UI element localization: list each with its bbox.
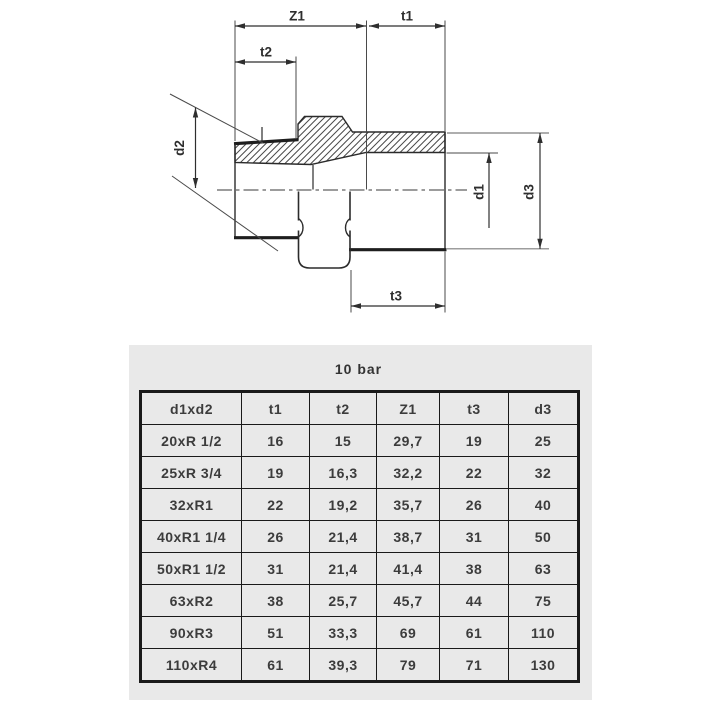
column-header-t1: t1: [242, 392, 310, 425]
table-cell: 110: [509, 617, 579, 649]
dim-t2: [235, 59, 296, 64]
dim-d1: [486, 153, 491, 228]
table-cell: 75: [509, 585, 579, 617]
ext-d2-oblique-top: [170, 94, 263, 143]
table-cell: 26: [242, 521, 310, 553]
column-header-t2: t2: [310, 392, 377, 425]
table-cell: 44: [440, 585, 509, 617]
column-header-d1xd2: d1xd2: [141, 392, 242, 425]
table-row: [141, 489, 579, 521]
table-cell: 69: [377, 617, 440, 649]
arrow-right-icon: [356, 23, 366, 28]
dim-label-d2: d2: [172, 140, 187, 156]
table-row: [141, 425, 579, 457]
column-header-d3: d3: [509, 392, 579, 425]
ext-d2-oblique-bottom: [172, 176, 278, 251]
fitting-dimension-drawing: [0, 0, 720, 335]
extension-lines: [170, 21, 549, 313]
table-cell: 63xR2: [141, 585, 242, 617]
table-row: [141, 585, 579, 617]
table-cell: 38: [440, 553, 509, 585]
dim-d2: [193, 108, 198, 189]
union-nut: [299, 192, 351, 269]
arrow-down-icon: [193, 178, 198, 188]
arrow-right-icon: [435, 303, 445, 308]
dim-label-z1: Z1: [289, 8, 305, 24]
table-cell: 25: [509, 425, 579, 457]
table-cell: 31: [242, 553, 310, 585]
arrow-right-icon: [435, 23, 445, 28]
dim-z1: [235, 23, 366, 28]
table-cell: 21,4: [310, 553, 377, 585]
table-cell: 40: [509, 489, 579, 521]
table-cell: 19: [242, 457, 310, 489]
dim-label-t2: t2: [259, 44, 273, 60]
technical-drawing: [0, 0, 720, 335]
table-cell: 38: [242, 585, 310, 617]
table-cell: 61: [440, 617, 509, 649]
nut-lower-body: [299, 231, 351, 269]
dim-label-d3: d3: [521, 184, 537, 200]
table-cell: 32xR1: [141, 489, 242, 521]
table-cell: 33,3: [310, 617, 377, 649]
table-cell: 19,2: [310, 489, 377, 521]
table-cell: 61: [242, 649, 310, 682]
arrow-up-icon: [537, 133, 542, 143]
column-header-t3: t3: [440, 392, 509, 425]
pressure-rating-title: 10 bar: [334, 361, 383, 377]
table-row: [141, 617, 579, 649]
table-cell: 15: [310, 425, 377, 457]
table-cell: 71: [440, 649, 509, 682]
arrow-up-icon: [486, 153, 491, 163]
table-cell: 22: [242, 489, 310, 521]
table-cell: 16,3: [310, 457, 377, 489]
table-cell: 51: [242, 617, 310, 649]
table-cell: 35,7: [377, 489, 440, 521]
table-cell: 19: [440, 425, 509, 457]
table-cell: 40xR1 1/4: [141, 521, 242, 553]
table-cell: 26: [440, 489, 509, 521]
table-cell: 90xR3: [141, 617, 242, 649]
table-cell: 63: [509, 553, 579, 585]
arrow-right-icon: [286, 59, 296, 64]
table-row: [141, 521, 579, 553]
table-cell: 20xR 1/2: [141, 425, 242, 457]
arrow-left-icon: [235, 23, 245, 28]
table-cell: 22: [440, 457, 509, 489]
table-cell: 110xR4: [141, 649, 242, 682]
table-cell: 32,2: [377, 457, 440, 489]
dim-d3: [537, 133, 542, 249]
table-cell: 29,7: [377, 425, 440, 457]
dim-label-t3: t3: [389, 288, 403, 304]
dim-t1: [369, 23, 445, 28]
table-panel: [129, 345, 592, 700]
table-row: [141, 649, 579, 682]
column-header-z1: Z1: [377, 392, 440, 425]
table-cell: 50xR1 1/2: [141, 553, 242, 585]
arrow-up-icon: [193, 108, 198, 118]
table-cell: 25xR 3/4: [141, 457, 242, 489]
table-cell: 79: [377, 649, 440, 682]
dimension-lines: [193, 23, 543, 308]
table-cell: 16: [242, 425, 310, 457]
table-cell: 50: [509, 521, 579, 553]
table-row: [141, 457, 579, 489]
table-cell: 32: [509, 457, 579, 489]
table-cell: 21,4: [310, 521, 377, 553]
dim-label-d1: d1: [471, 184, 487, 200]
arrow-left-icon: [235, 59, 245, 64]
table-row: [141, 553, 579, 585]
arrow-down-icon: [537, 239, 542, 249]
dim-label-t1: t1: [400, 8, 414, 24]
table-cell: 31: [440, 521, 509, 553]
table-cell: 38,7: [377, 521, 440, 553]
dim-t3: [351, 303, 445, 308]
table-header-row: [141, 392, 579, 425]
table-cell: 45,7: [377, 585, 440, 617]
dimension-table: [139, 390, 580, 683]
table-cell: 39,3: [310, 649, 377, 682]
table-cell: 130: [509, 649, 579, 682]
table-cell: 41,4: [377, 553, 440, 585]
arrow-left-icon: [369, 23, 379, 28]
table-cell: 25,7: [310, 585, 377, 617]
dimension-labels: [172, 9, 537, 304]
fitting-cross-section: [234, 117, 447, 251]
arrow-left-icon: [351, 303, 361, 308]
